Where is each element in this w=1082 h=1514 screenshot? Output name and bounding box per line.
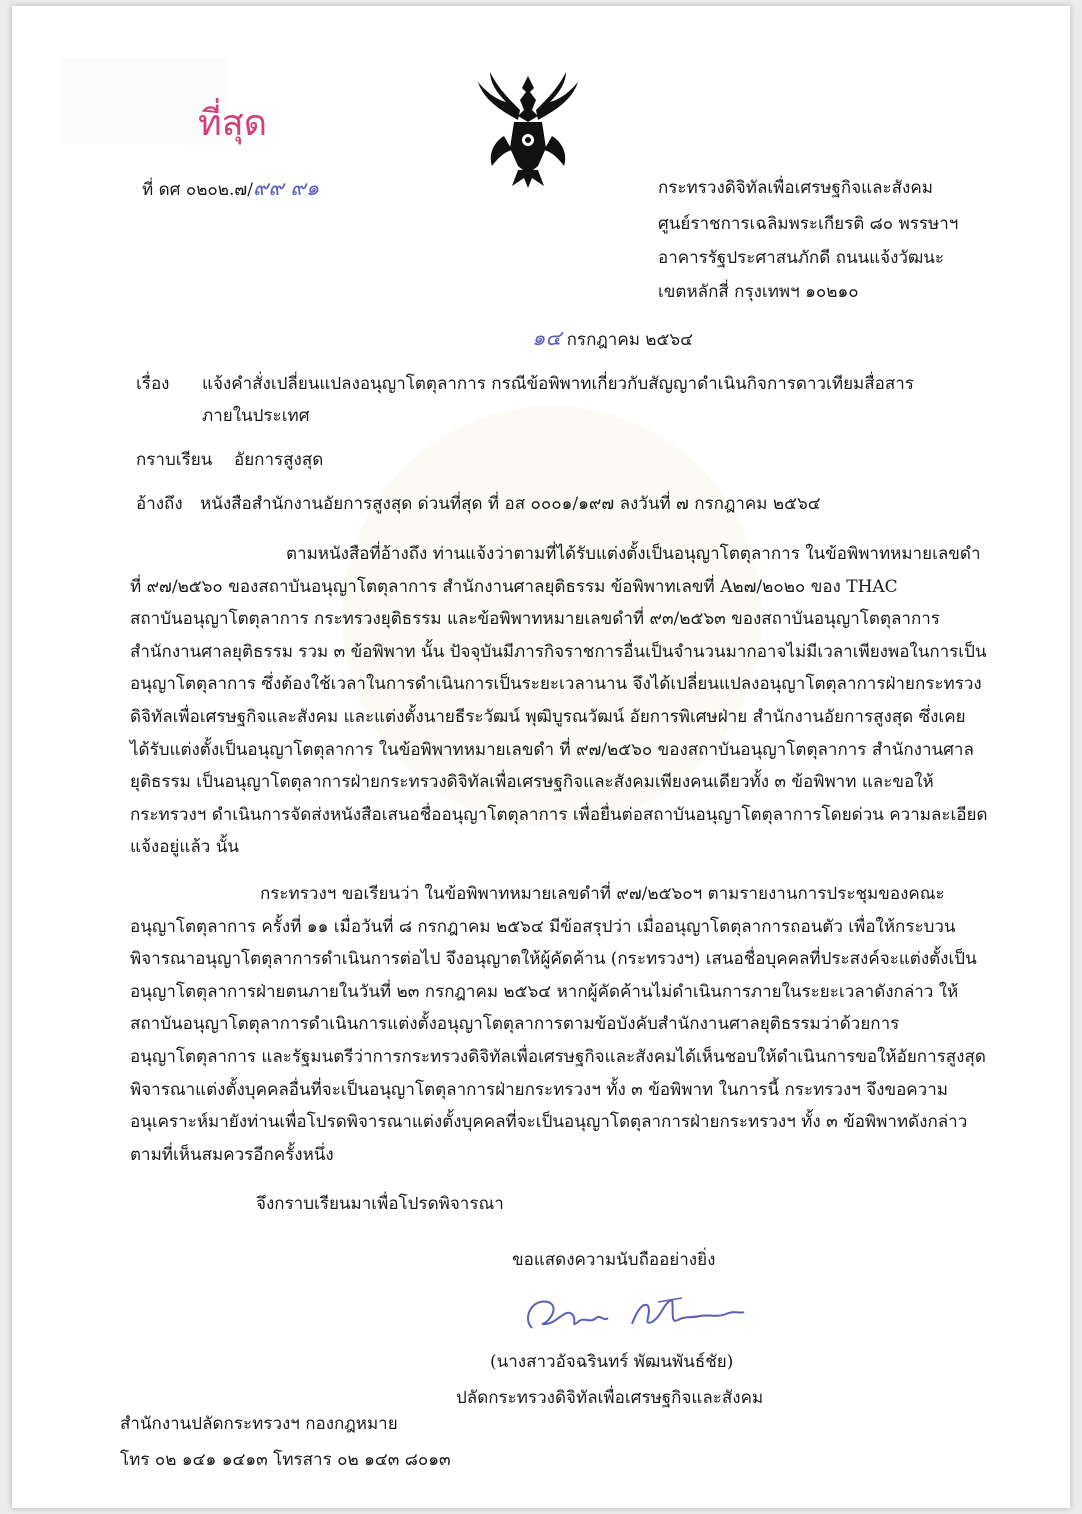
office-name: สำนักงานปลัดกระทรวงฯ กองกฎหมาย: [120, 1414, 398, 1434]
paragraph-line: พิจารณาอนุญาโตตุลาการดำเนินการต่อไป จึงอนุญาตให้ผู้คัดค้าน (กระทรวงฯ) เสนอชื่อบุคคลที่ประสงค์จะแต่งตั้งเป็น: [130, 949, 977, 970]
paragraph-line: อนุญาโตตุลาการ ซึ่งต้องใช้เวลาในการดำเนินการเป็นระยะเวลานาน จึงได้เปลี่ยนแปลงอนุญาโตตุลาการฝ่ายกระทรวง: [130, 674, 982, 695]
document-page: [12, 6, 1070, 1508]
subject-line-1: แจ้งคำสั่งเปลี่ยนแปลงอนุญาโตตุลาการ กรณีข้อพิพาทเกี่ยวกับสัญญาดำเนินกิจการดาวเทียมสื่อสาร: [202, 374, 914, 394]
paragraph-line: ยุติธรรม เป็นอนุญาโตตุลาการฝ่ายกระทรวงดิจิทัลเพื่อเศรษฐกิจและสังคมเพียงคนเดียวทั้ง ๓ ข้อพิพาท และขอให้: [130, 772, 934, 793]
closing-line: จึงกราบเรียนมาเพื่อโปรดพิจารณา: [256, 1194, 504, 1214]
paragraph-line: สถาบันอนุญาโตตุลาการดำเนินการแต่งตั้งอนุญาโตตุลาการตามข้อบังคับสำนักงานศาลยุติธรรมว่าด้วยการ: [130, 1014, 900, 1035]
letter-date: [532, 322, 693, 355]
subject-line-2: ภายในประเทศ: [202, 406, 310, 426]
body-paragraph-1: [130, 538, 988, 864]
paragraph-line: ได้รับแต่งตั้งเป็นอนุญาโตตุลาการ ในข้อพิพาทหมายเลขดำ ที่ ๙๗/๒๕๖๐ ของสถาบันอนุญาโตตุลาการ สำนักงานศาล: [130, 739, 974, 760]
address-line-ministry: กระทรวงดิจิทัลเพื่อเศรษฐกิจและสังคม: [658, 178, 933, 198]
reference-number: [142, 172, 319, 205]
paragraph-line: อนุญาโตตุลาการ ครั้งที่ ๑๑ เมื่อวันที่ ๘ กรกฎาคม ๒๕๖๔ มีข้อสรุปว่า เมื่ออนุญาโตตุลาการถอนตัว เพื่อให้กระบวน: [130, 916, 956, 937]
address-line-building: อาคารรัฐประศาสนภักดี ถนนแจ้งวัฒนะ: [658, 248, 945, 268]
paragraph-line: อนุญาโตตุลาการฝ่ายตนภายในวันที่ ๒๓ กรกฎาคม ๒๕๖๔ หากผู้คัดค้านไม่ดำเนินการภายในระยะเวลาดังกล่าว ให้: [130, 981, 959, 1002]
signer-position: ปลัดกระทรวงดิจิทัลเพื่อเศรษฐกิจและสังคม: [456, 1388, 764, 1408]
subject-label: เรื่อง: [136, 374, 170, 394]
reference-value: หนังสือสำนักงานอัยการสูงสุด ด่วนที่สุด ที่ อส ๐๐๐๑/๑๙๗ ลงวันที่ ๗ กรกฎาคม ๒๕๖๔: [200, 494, 821, 514]
body-paragraph-2: [130, 878, 986, 1171]
reference-label: อ้างถึง: [136, 494, 183, 514]
paragraph-line: สำนักงานศาลยุติธรรม รวม ๓ ข้อพิพาท นั้น ปัจจุบันมีภารกิจราชการอื่นเป็นจำนวนมากอาจไม่มีเวลาเพียงพอในการเป็น: [130, 641, 987, 662]
paragraph-line: สถาบันอนุญาโตตุลาการ กระทรวงยุติธรรม และข้อพิพาทหมายเลขดำที่ ๙๓/๒๕๖๓ ของสถาบันอนุญาโตตุลาการ: [130, 609, 940, 630]
paragraph-line: ตามหนังสือที่อ้างถึง ท่านแจ้งว่าตามที่ได้รับแต่งตั้งเป็นอนุญาโตตุลาการ ในข้อพิพาทหมายเลขดำ: [286, 544, 981, 564]
paragraph-line: กระทรวงฯ ขอเรียนว่า ในข้อพิพาทหมายเลขดำที่ ๙๗/๒๕๖๐ฯ ตามรายงานการประชุมของคณะ: [260, 884, 945, 904]
address-line-district: เขตหลักสี่ กรุงเทพฯ ๑๐๒๑๐: [658, 282, 859, 302]
paragraph-line: ที่ ๙๗/๒๕๖๐ ของสถาบันอนุญาโตตุลาการ สำนักงานศาลยุติธรรม ข้อพิพาทเลขที่ A๒๗/๒๐๒๐ ของ THAC: [130, 576, 898, 597]
regards-line: ขอแสดงความนับถืออย่างยิ่ง: [512, 1250, 716, 1270]
paragraph-line: พิจารณาแต่งตั้งบุคคลอื่นที่จะเป็นอนุญาโตตุลาการฝ่ายกระทรวงฯ ทั้ง ๓ ข้อพิพาท ในการนี้ กระทรวงฯ จึงขอความ: [130, 1079, 948, 1100]
paragraph-line: ตามที่เห็นสมควรอีกครั้งหนึ่ง: [130, 1144, 334, 1165]
paragraph-line: แจ้งอยู่แล้ว นั้น: [130, 837, 239, 858]
handwritten-signature: [512, 1288, 752, 1348]
paragraph-line: อนุเคราะห์มายังท่านเพื่อโปรดพิจารณาแต่งตั้งบุคคลที่จะเป็นอนุญาโตตุลาการฝ่ายกระทรวงฯ ทั้ง ๓ ข้อพิพาทดังกล่าว: [130, 1112, 968, 1133]
date-day: ๑๔: [532, 326, 562, 350]
reference-prefix: ที่ ดศ ๐๒๐๒.๗/: [142, 180, 253, 200]
paragraph-line: อนุญาโตตุลาการ และรัฐมนตรีว่าการกระทรวงดิจิทัลเพื่อเศรษฐกิจและสังคมได้เห็นชอบให้ดำเนินการขอให้อัยการสูงสุด: [130, 1046, 986, 1067]
address-line-center: ศูนย์ราชการเฉลิมพระเกียรติ ๘๐ พรรษาฯ: [658, 214, 959, 234]
signer-name: (นางสาวอัจฉรินทร์ พัฒนพันธ์ชัย): [490, 1352, 734, 1372]
to-label: กราบเรียน: [136, 450, 213, 470]
contact-numbers: โทร ๐๒ ๑๔๑ ๑๔๑๓ โทรสาร ๐๒ ๑๔๓ ๘๐๑๓: [120, 1450, 451, 1470]
handwritten-reference-number: ๙๙ ๙๑: [252, 176, 320, 200]
paragraph-line: กระทรวงฯ ดำเนินการจัดส่งหนังสือเสนอชื่ออนุญาโตตุลาการ เพื่อยื่นต่อสถาบันอนุญาโตตุลาการโดยด่วน ความละเอียด: [130, 804, 988, 825]
to-value: อัยการสูงสุด: [234, 450, 324, 470]
date-month-year: กรกฎาคม ๒๕๖๔: [566, 330, 694, 350]
garuda-emblem-icon: [474, 70, 582, 190]
urgency-stamp: ที่สุด: [198, 103, 268, 144]
paragraph-line: ดิจิทัลเพื่อเศรษฐกิจและสังคม และแต่งตั้งนายธีระวัฒน์ พุฒิบูรณวัฒน์ อัยการพิเศษฝ่าย สำนักงานอัยการสูงสุด ซึ่งเคย: [130, 706, 966, 727]
